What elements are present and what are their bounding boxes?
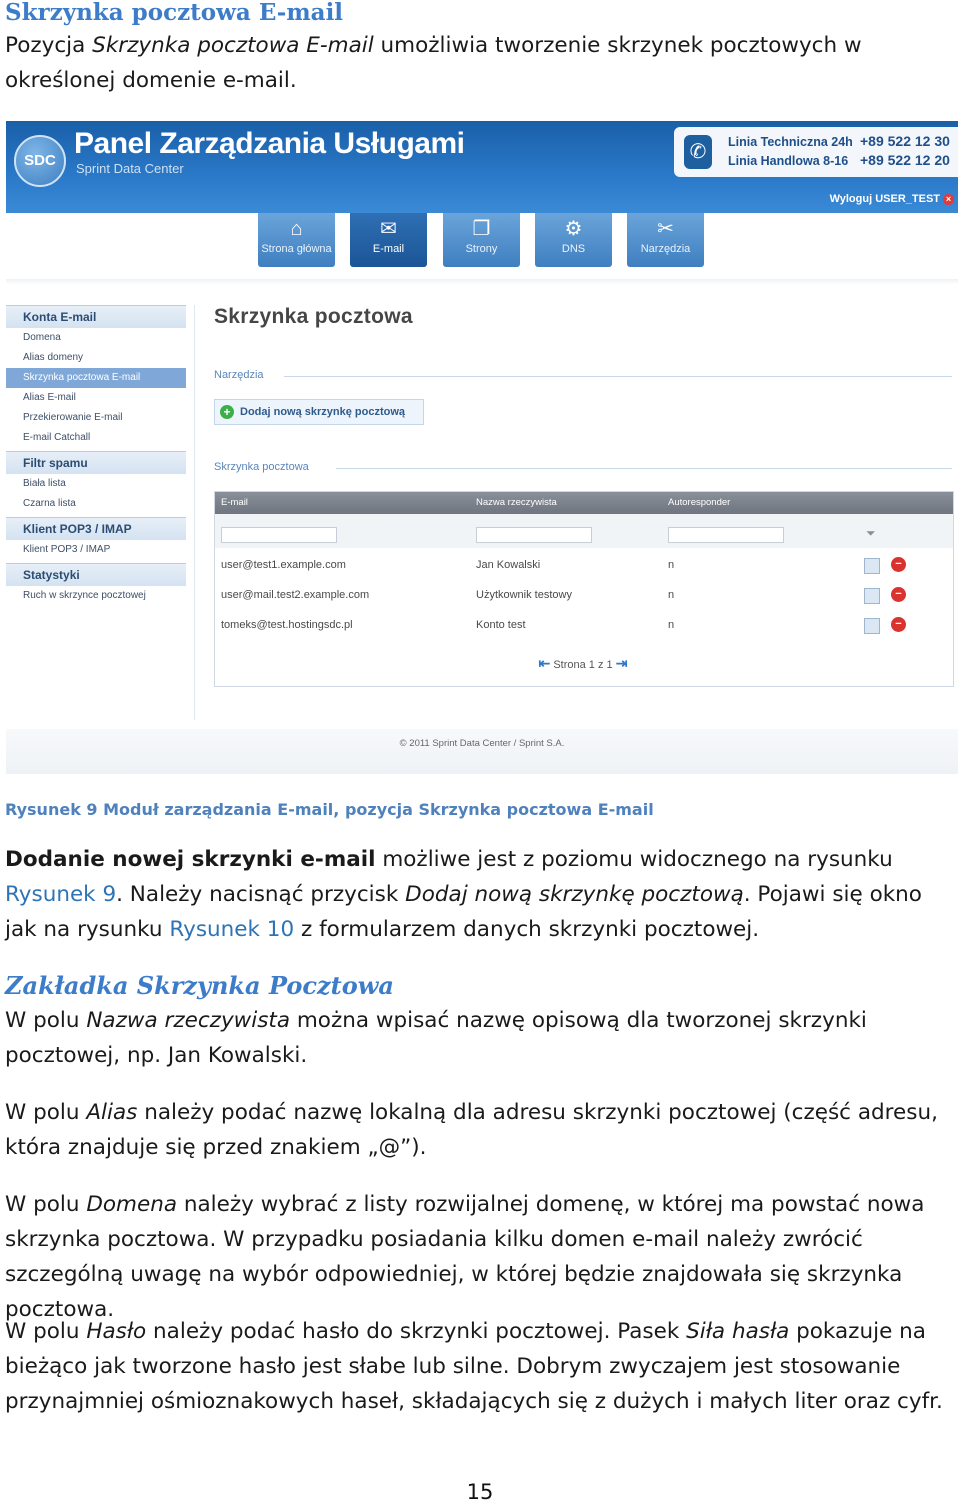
logout-link[interactable]: Wyloguj USER_TEST ×	[830, 193, 954, 205]
delete-icon[interactable]: −	[891, 617, 906, 632]
sidebar	[6, 305, 186, 606]
nav-pages[interactable]: ❐ Strony	[443, 213, 520, 267]
body-paragraph-2: W polu Nazwa rzeczywista można wpisać nazwę opisową dla tworzonej skrzynki pocztowej, np. Jan Kowalski.	[5, 1008, 867, 1068]
dns-icon: ⚙	[564, 218, 583, 240]
page-title: Skrzynka pocztowa	[214, 305, 413, 328]
tools-label: Narzędzia	[214, 369, 264, 381]
delete-icon[interactable]: −	[891, 557, 906, 572]
sidebar-item-catchall[interactable]: E-mail Catchall	[23, 432, 91, 443]
contact-tech: Linia Techniczna 24h +89 522 12 30	[728, 133, 950, 149]
sidebar-item-traffic[interactable]: Ruch w skrzynce pocztowej	[23, 590, 146, 601]
col-name[interactable]: Nazwa rzeczywista	[476, 497, 557, 508]
list-label: Skrzynka pocztowa	[214, 461, 309, 473]
table-row[interactable]: user@mail.test2.example.com Użytkownik testowy n −	[215, 580, 953, 610]
col-autoresponder[interactable]: Autoresponder	[668, 497, 731, 508]
body-paragraph-1: Dodanie nowej skrzynki e-mail możliwe jest z poziomu widocznego na rysunku Rysunek 9. Należy nacisnąć przycisk Dodaj nową skrzynkę pocztową. Pojawi się okno jak na rysunku Rysunek 10 z formularzem danych skrzynki pocztowej.	[5, 847, 922, 942]
subsection-title: Zakładka Skrzynka Pocztowa	[5, 971, 394, 1000]
sidebar-head-spam[interactable]: Filtr spamu	[6, 451, 186, 474]
table-row[interactable]: tomeks@test.hostingsdc.pl Konto test n −	[215, 610, 953, 640]
nav-home[interactable]: ⌂ Strona główna	[258, 213, 335, 267]
nav-email[interactable]: ✉ E-mail	[350, 213, 427, 267]
filter-name-input[interactable]	[476, 527, 592, 543]
contact-box	[674, 127, 958, 177]
add-mailbox-button[interactable]: + Dodaj nową skrzynkę pocztową	[214, 399, 424, 425]
col-email[interactable]: E-mail	[221, 497, 248, 508]
contact-sales: Linia Handlowa 8-16 +89 522 12 20	[728, 152, 950, 168]
plus-icon: +	[220, 405, 234, 419]
sidebar-head-accounts[interactable]: Konta E-mail	[6, 305, 186, 328]
first-page-icon[interactable]: ⇤	[538, 655, 551, 671]
brand-title: Panel Zarządzania Usługami	[74, 127, 465, 160]
edit-icon[interactable]	[864, 558, 880, 574]
logout-icon: ×	[943, 194, 954, 205]
panel-screenshot	[6, 121, 958, 774]
main-nav	[6, 213, 958, 279]
home-icon: ⌂	[290, 218, 303, 240]
filter-auto-input[interactable]	[668, 527, 784, 543]
filter-icon[interactable]: ⏷	[866, 526, 876, 540]
figure-caption: Rysunek 9 Moduł zarządzania E-mail, pozycja Skrzynka pocztowa E-mail	[5, 800, 654, 819]
brand-subtitle: Sprint Data Center	[76, 161, 184, 176]
sidebar-item-blacklist[interactable]: Czarna lista	[23, 498, 76, 509]
sidebar-item-email-alias[interactable]: Alias E-mail	[23, 392, 76, 403]
main-content	[214, 305, 954, 671]
last-page-icon[interactable]: ⇥	[615, 655, 628, 671]
sidebar-item-pop3[interactable]: Klient POP3 / IMAP	[23, 544, 111, 555]
phone-icon: ✆	[684, 135, 712, 169]
sidebar-item-forward[interactable]: Przekierowanie E-mail	[23, 412, 123, 423]
sidebar-item-domain[interactable]: Domena	[23, 332, 61, 343]
edit-icon[interactable]	[864, 588, 880, 604]
pager	[214, 655, 952, 672]
sidebar-item-domain-alias[interactable]: Alias domeny	[23, 352, 84, 363]
delete-icon[interactable]: −	[891, 587, 906, 602]
sdc-logo: SDC	[14, 135, 66, 187]
page-number: 15	[466, 1480, 494, 1504]
edit-icon[interactable]	[864, 618, 880, 634]
table-header	[215, 492, 953, 514]
pages-icon: ❐	[472, 218, 491, 240]
sidebar-item-mailbox[interactable]: Skrzynka pocztowa E-mail	[6, 368, 186, 388]
filter-email-input[interactable]	[221, 527, 337, 543]
body-paragraph-5: W polu Hasło należy podać hasło do skrzynki pocztowej. Pasek Siła hasła pokazuje na bieżąco jak tworzone hasło jest słabe lub silne. Dobrym zwyczajem jest stosowanie przynajmniej ośmioznakowych haseł, składających się z dużych i małych liter oraz cyfr.	[5, 1319, 943, 1414]
body-paragraph-4: W polu Domena należy wybrać z listy rozwijalnej domenę, w której ma powstać nowa skrzynka pocztowa. W przypadku posiadania kilku domen e-mail należy zwrócić szczególną uwagę na wybór odpowiedniej, w której będzie znajdowała się skrzynka pocztowa.	[5, 1192, 925, 1322]
table-row[interactable]: user@test1.example.com Jan Kowalski n −	[215, 550, 953, 580]
envelope-icon: ✉	[380, 218, 397, 240]
sidebar-item-whitelist[interactable]: Biała lista	[23, 478, 66, 489]
tools-icon: ✂	[657, 218, 674, 240]
filter-row	[215, 514, 953, 548]
intro-paragraph: Pozycja Skrzynka pocztowa E-mail umożliwia tworzenie skrzynek pocztowych w określonej domenie e-mail.	[5, 33, 862, 93]
section-title: Skrzynka pocztowa E-mail	[5, 0, 344, 26]
sidebar-head-stats[interactable]: Statystyki	[6, 563, 186, 586]
nav-dns[interactable]: ⚙ DNS	[535, 213, 612, 267]
pager-text: Strona 1 z 1	[553, 659, 613, 671]
sidebar-head-pop3[interactable]: Klient POP3 / IMAP	[6, 517, 186, 540]
body-paragraph-3: W polu Alias należy podać nazwę lokalną dla adresu skrzynki pocztowej (część adresu, która znajduje się przed znakiem „@”).	[5, 1100, 938, 1160]
panel-banner	[6, 121, 958, 213]
nav-tools[interactable]: ✂ Narzędzia	[627, 213, 704, 267]
panel-footer: © 2011 Sprint Data Center / Sprint S.A.	[6, 729, 958, 774]
